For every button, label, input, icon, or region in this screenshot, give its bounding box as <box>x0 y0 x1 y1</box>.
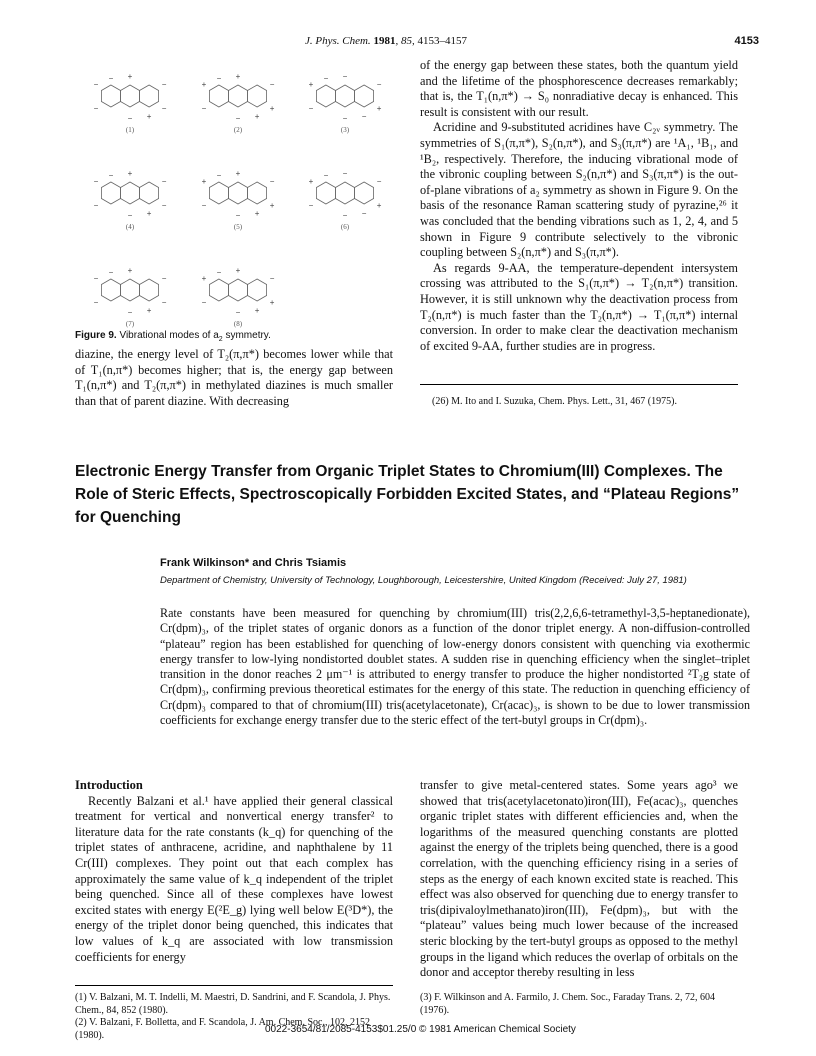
ring <box>229 182 248 204</box>
sign-mark: − <box>93 104 99 113</box>
ring <box>140 279 159 301</box>
ring <box>248 279 267 301</box>
sign-mark: + <box>127 169 133 178</box>
sign-mark: − <box>93 80 99 89</box>
sign-mark: − <box>376 80 382 89</box>
ring <box>101 279 120 301</box>
figure-caption-sub: 2 <box>218 336 223 343</box>
footnote-3: (3) F. Wilkinson and A. Farmilo, J. Chem. Soc., Faraday Trans. 2, 72, 604 (1976). <box>420 992 715 1016</box>
journal-pages: 4153–4157 <box>417 35 467 47</box>
sign-mark: + <box>146 112 152 121</box>
ring <box>101 182 120 204</box>
ring <box>229 279 248 301</box>
sign-mark: + <box>235 266 241 275</box>
sign-mark: − <box>216 171 222 180</box>
sign-mark: − <box>342 169 348 178</box>
mode-label: (3) <box>340 126 350 134</box>
figure-caption-tail: symmetry. <box>222 330 271 341</box>
page-footer: 0022-3654/81/2085-4153$01.25/0 © 1981 American Chemical Society <box>265 1024 576 1035</box>
footnote-26: (26) M. Ito and I. Suzuka, Chem. Phys. Lett., 31, 467 (1975). <box>432 396 677 407</box>
left-column-paragraph: diazine, the energy level of T₂(π,π*) becomes lower while that of T₁(n,π*) becomes higher; that is, the energy gap between T₁(n,π*) and T₂(π,π*) in methylated diazines is much smaller than that of parent diazine. With decreasing <box>75 347 393 408</box>
sign-mark: − <box>308 201 314 210</box>
sign-mark: − <box>323 74 329 83</box>
mode-label: (6) <box>340 223 350 231</box>
sign-mark: − <box>108 268 114 277</box>
sign-mark: + <box>254 112 260 121</box>
section-heading: Introduction <box>75 778 143 792</box>
sign-mark: − <box>161 274 167 283</box>
sign-mark: − <box>342 72 348 81</box>
journal-name: J. Phys. Chem. <box>305 35 371 47</box>
sign-mark: + <box>254 306 260 315</box>
molecule-mode-3 <box>309 72 382 134</box>
ring <box>355 85 374 107</box>
sign-mark: − <box>361 112 367 121</box>
sign-mark: − <box>269 80 275 89</box>
ring <box>316 85 335 107</box>
ring <box>101 85 120 107</box>
sign-mark: − <box>201 201 207 210</box>
left-column-top <box>75 347 393 409</box>
sign-mark: − <box>216 74 222 83</box>
article-affiliation: Department of Chemistry, University of Technology, Loughborough, Leicestershire, United Kingdom (Received: July 27, 1981) <box>160 575 687 586</box>
sign-mark: + <box>201 80 207 89</box>
right-column-top <box>420 58 738 354</box>
sign-mark: + <box>146 209 152 218</box>
molecule-mode-1 <box>94 72 167 134</box>
ring <box>121 85 140 107</box>
sign-mark: + <box>235 72 241 81</box>
mode-label: (1) <box>125 126 135 134</box>
sign-mark: + <box>201 274 207 283</box>
article-authors: Frank Wilkinson* and Chris Tsiamis <box>160 557 347 569</box>
figure-caption-label: Figure 9. <box>75 330 117 341</box>
introduction-left <box>75 778 393 965</box>
journal-volume: 85 <box>400 35 412 47</box>
molecule-mode-4 <box>94 169 167 231</box>
ring <box>316 182 335 204</box>
sign-mark: − <box>342 114 348 123</box>
sign-mark: − <box>127 308 133 317</box>
sign-mark: + <box>127 72 133 81</box>
sign-mark: − <box>93 274 99 283</box>
ring <box>140 182 159 204</box>
ring <box>121 182 140 204</box>
mode-label: (4) <box>125 223 135 231</box>
sign-mark: − <box>127 114 133 123</box>
sign-mark: + <box>308 80 314 89</box>
article-title: Electronic Energy Transfer from Organic Triplet States to Chromium(III) Complexes. The Role of Steric Effects, Spectroscopically Forbidden Excited States, and “Plateau Regions” for Quenching <box>75 463 740 526</box>
sign-mark: − <box>108 74 114 83</box>
molecule-mode-8 <box>202 266 275 328</box>
sign-mark: − <box>93 298 99 307</box>
figure-9 <box>75 58 395 328</box>
sign-mark: − <box>376 177 382 186</box>
sign-mark: − <box>161 298 167 307</box>
journal-year: 1981 <box>373 35 396 47</box>
sign-mark: + <box>146 306 152 315</box>
right-paragraph-2: Acridine and 9-substituted acridines have C₂ᵥ symmetry. The symmetries of S₁(π,π*), S₂(n,π*), and S₃(π,π*) are ¹A₁, ¹B₁, and ¹B₂, respectively. Therefore, the inducing vibrational mode of the vibronic coupling between S₂(n,π*) and S₃(π,π*) is the out-of-plane vibrations of a₂ symmetry as shown in Figure 9. On the basis of the resonance Raman scattering study of pyrazine,²⁶ it was concluded that the bending vibrations such as 1, 2, 4, and 5 shown in Figure 9 contribute selectively to the vibronic coupling between S₂(n,π*) and S₃(π,π*). <box>420 120 738 260</box>
sign-mark: − <box>235 114 241 123</box>
sign-mark: − <box>342 211 348 220</box>
sign-mark: − <box>201 104 207 113</box>
ring <box>209 182 228 204</box>
sign-mark: + <box>269 298 275 307</box>
sign-mark: + <box>269 104 275 113</box>
ring <box>336 85 355 107</box>
mode-label: (2) <box>233 126 243 134</box>
sign-mark: − <box>161 177 167 186</box>
introduction-right <box>420 778 738 981</box>
sign-mark: − <box>93 201 99 210</box>
bottom-footnote-rule <box>75 985 393 986</box>
figure-caption-text: Vibrational modes of a <box>119 330 219 341</box>
mode-label: (7) <box>125 320 135 328</box>
footnotes-right <box>420 992 738 1017</box>
sign-mark: + <box>201 177 207 186</box>
sign-mark: − <box>269 274 275 283</box>
mode-label: (8) <box>233 320 243 328</box>
ring <box>140 85 159 107</box>
sign-mark: + <box>127 266 133 275</box>
sign-mark: − <box>308 104 314 113</box>
sign-mark: − <box>93 177 99 186</box>
molecule-mode-5 <box>202 169 275 231</box>
sign-mark: − <box>161 104 167 113</box>
sign-mark: − <box>108 171 114 180</box>
page-number: 4153 <box>734 35 759 47</box>
sign-mark: − <box>269 177 275 186</box>
footnote-1: (1) V. Balzani, M. T. Indelli, M. Maestri, D. Sandrini, and F. Scandola, J. Phys. Chem., 84, 852 (1980). <box>75 992 391 1016</box>
right-paragraph-1: of the energy gap between these states, both the quantum yield and the lifetime of the phosphorescence decreases remarkably; that is, the T₁(n,π*) → S₀ nonradiative decay is enhanced. This result is consistent with our result. <box>420 58 738 119</box>
ring <box>209 279 228 301</box>
sign-mark: + <box>376 201 382 210</box>
ring <box>121 279 140 301</box>
molecule-mode-7 <box>94 266 167 328</box>
sign-mark: − <box>201 298 207 307</box>
ring <box>248 85 267 107</box>
footnote-rule <box>420 384 738 385</box>
molecule-mode-2 <box>202 72 275 134</box>
sign-mark: − <box>323 171 329 180</box>
sign-mark: + <box>235 169 241 178</box>
sign-mark: − <box>361 209 367 218</box>
sign-mark: − <box>235 308 241 317</box>
sign-mark: + <box>376 104 382 113</box>
ring <box>336 182 355 204</box>
sign-mark: + <box>269 201 275 210</box>
footnote-2: (2) V. Balzani, F. Bolletta, and F. Scandola, J. Am. Chem. Soc., 102, 2152 (1980). <box>75 1017 370 1041</box>
ring <box>248 182 267 204</box>
ring <box>229 85 248 107</box>
sign-mark: − <box>161 80 167 89</box>
ring <box>209 85 228 107</box>
introduction-left-text: Recently Balzani et al.¹ have applied their general classical treatment for vertical and nonvertical energy transfer² to literature data for the rate constants (k_q) for quenching of the triplet states of anthracene, acridine, and naphthalene by 11 Cr(III) complexes. They point out that each complex has approximately the same value of k_q independent of the triplet being quenched. Since all of these complexes have lowest excited states with energy E(²E_g) lying well below E(³D*), the energy of the triplet donor being quenched, this indicates that low values of k_q are associated with low transmission coefficients for energy <box>75 793 393 964</box>
introduction-right-text: transfer to give metal-centered states. Some years ago³ we showed that tris(acetylacetonato)iron(III), Fe(acac)₃, quenches organic triplet states with different efficiencies and, when the logarithms of the measured quenching constants are plotted against the energy of the triplets being quenched, there is a good correlation, with the quenching efficiency rising in a series of steps as the energy of each known excited state is reached. This effect was also observed for quenching due to energy transfer to tris(dipivaloylmethanato)iron(III), Fe(dpm)₃, but with the “plateau” values being much lower because of the increased steric blocking by the tert-butyl groups as opposed to the methyl groups in the ligand which reduces the overlap of orbitals on the donor and acceptor thereby resulting in less <box>420 778 738 980</box>
figure-caption <box>75 330 271 341</box>
running-header: J. Phys. Chem. 1981, 85, 4153–4157 <box>305 35 467 47</box>
abstract: Rate constants have been measured for quenching by chromium(III) tris(2,2,6,6-tetramethyl-3,5-heptanedionate), Cr(dpm)₃, of the triplet states of organic donors as a function of the donor triplet energy. A non-diffusion-controlled “plateau” region has been established for quenching of low-energy donors consistent with quenching via exothermic energy transfer to low-lying nondistorted doublet states. A sudden rise in quenching efficiency when the singlet–triplet transition in the donor reaches 2 μm⁻¹ is attributed to energy transfer to produce the higher nondistorted ²T₂g state of Cr(dpm)₃, confirming previous theoretical estimates for the energy of this state. The reduction in quenching efficiency of Cr(dpm)₃ compared to that of chromium(III) tris(acetylacetonate), Cr(acac)₃, is shown to be due to lower transmission coefficients for exchange energy transfer due to the steric effect of the tert-butyl groups in Cr(dpm)₃. <box>160 606 750 728</box>
sign-mark: − <box>216 268 222 277</box>
sign-mark: − <box>127 211 133 220</box>
sign-mark: + <box>308 177 314 186</box>
mode-label: (5) <box>233 223 243 231</box>
right-paragraph-3: As regards 9-AA, the temperature-dependent intersystem crossing was attributed to the S₁(π,π*) → T₂(n,π*) transition. However, it is still unknown why the deactivation process from T₂(n,π*) is much faster than the T₂(n,π*) → T₁(π,π*) internal conversion. In order to make clear the deactivation mechanism of excited 9-AA, further studies are in progress. <box>420 260 738 353</box>
sign-mark: + <box>254 209 260 218</box>
vibrational-modes-figure <box>75 58 395 328</box>
ring <box>355 182 374 204</box>
molecule-mode-6 <box>309 169 382 231</box>
sign-mark: − <box>235 211 241 220</box>
sign-mark: − <box>161 201 167 210</box>
